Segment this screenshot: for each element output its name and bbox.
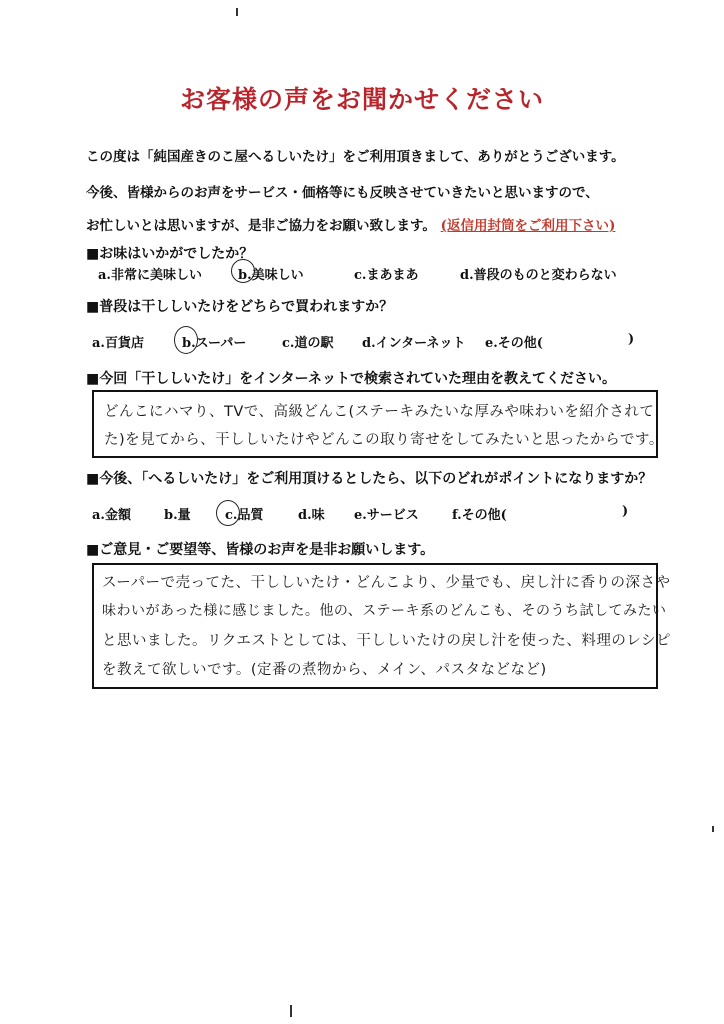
q2-option-a[interactable]: a.百貨店 bbox=[92, 336, 144, 351]
q4-selection-circle bbox=[216, 500, 240, 526]
q5-answer-line-1: スーパーで売ってた、干ししいたけ・どんこより、少量でも、戻し汁に香りの深さや bbox=[102, 575, 671, 591]
q3-answer-line-1: どんこにハマり、TVで、高級どんこ(ステーキみたいな厚みや味わいを紹介されて bbox=[104, 404, 655, 420]
question-2: ■普段は干ししいたけをどちらで買われますか？ bbox=[86, 299, 394, 315]
q2-option-d[interactable]: d.インターネット bbox=[362, 336, 466, 351]
q4-option-a[interactable]: a.金額 bbox=[92, 508, 131, 523]
scan-mark-top bbox=[236, 8, 238, 16]
q2-option-b[interactable]: b.スーパー bbox=[182, 336, 247, 351]
q5-answer-box bbox=[92, 563, 672, 689]
intro-line-1: この度は「純国産きのこ屋へるしいたけ」をご利用頂きまして、ありがとうございます。 bbox=[86, 149, 625, 165]
q3-answer-box bbox=[92, 390, 664, 458]
page-title: お客様の声をお聞かせください bbox=[179, 85, 544, 114]
q1-option-d[interactable]: d.普段のものと変わらない bbox=[460, 268, 617, 283]
intro-line-2: 今後、皆様からのお声をサービス・価格等にも反映させていきたいと思いますので、 bbox=[86, 185, 599, 201]
q2-option-c[interactable]: c.道の駅 bbox=[282, 336, 334, 351]
q4-option-e[interactable]: e.サービス bbox=[354, 508, 419, 523]
q1-option-a[interactable]: a.非常に美味しい bbox=[98, 268, 202, 283]
intro-line-3 bbox=[86, 214, 615, 234]
envelope-note: (返信用封筒をご利用下さい) bbox=[440, 218, 616, 234]
q5-answer-line-3: と思いました。リクエストとしては、干ししいたけの戻し汁を使った、料理のレシピ bbox=[102, 633, 672, 649]
question-5: ■ご意見・ご要望等、皆様のお声を是非お願いします。 bbox=[86, 542, 435, 558]
q3-answer-line-2: た)を見てから、干ししいたけやどんこの取り寄せをしてみたいと思ったからです。 bbox=[104, 432, 664, 448]
q4-option-f[interactable]: f.その他( bbox=[452, 508, 507, 523]
q4-option-b[interactable]: b.量 bbox=[164, 508, 191, 523]
q1-option-c[interactable]: c.まあまあ bbox=[354, 268, 419, 283]
q2-option-e-close: ) bbox=[628, 332, 635, 347]
q5-answer-line-2: 味わいがあった様に感じました。他の、ステーキ系のどんこも、そのうち試してみたい bbox=[102, 603, 667, 619]
question-3: ■今回「干ししいたけ」をインターネットで検索されていた理由を教えてください。 bbox=[86, 371, 616, 387]
question-4: ■今後、「へるしいたけ」をご利用頂けるとしたら、以下のどれがポイントになりますか？ bbox=[86, 471, 653, 487]
q2-selection-circle bbox=[174, 326, 198, 354]
intro-line-3-text: お忙しいとは思いますが、是非ご協力をお願い致します。 bbox=[86, 218, 436, 234]
question-1: ■お味はいかがでしたか？ bbox=[86, 246, 254, 262]
q4-option-c[interactable]: c.品質 bbox=[225, 508, 264, 523]
q1-option-b[interactable]: b.美味しい bbox=[238, 268, 304, 283]
q2-option-e[interactable]: e.その他( bbox=[485, 336, 543, 351]
q1-selection-circle bbox=[231, 259, 255, 283]
scan-mark-right bbox=[712, 826, 714, 832]
q4-option-f-close: ) bbox=[622, 504, 629, 519]
scan-mark-bottom bbox=[290, 1005, 292, 1017]
q4-option-d[interactable]: d.味 bbox=[298, 508, 325, 523]
q5-answer-line-4: を教えて欲しいです。(定番の煮物から、メイン、パスタなどなど) bbox=[102, 662, 547, 678]
